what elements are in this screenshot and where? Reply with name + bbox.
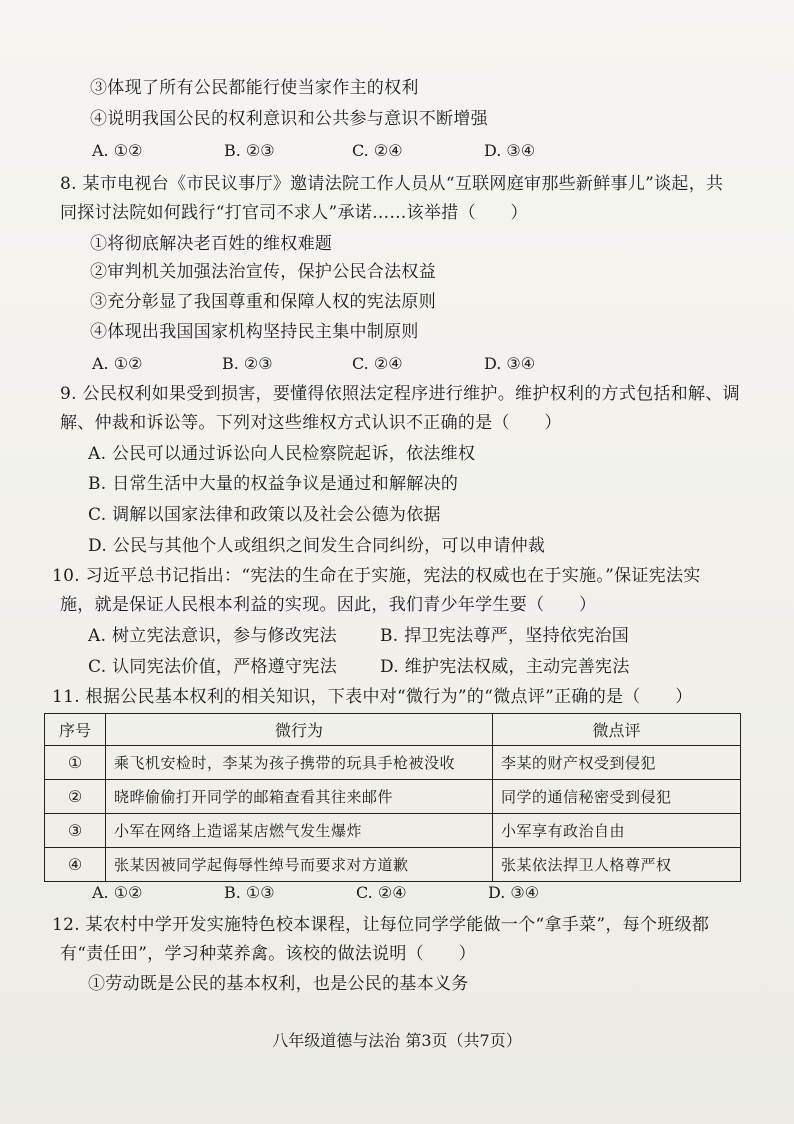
q7-statement-3: ③体现了所有公民都能行使当家作主的权利 (90, 78, 419, 98)
row-behavior: 乘飞机安检时，李某为孩子携带的玩具手枪被没收 (106, 746, 493, 780)
q12-statement-1: ①劳动既是公民的基本权利，也是公民的基本义务 (88, 974, 469, 994)
row-behavior: 晓晔偷偷打开同学的邮箱查看其往来邮件 (106, 780, 493, 814)
q7-option-b: B. ②③ (224, 141, 275, 160)
q9-option-d: D. 公民与其他个人或组织之间发生合同纠纷，可以申请仲裁 (88, 536, 546, 556)
q10-option-b: B. 捍卫宪法尊严，坚持依宪治国 (380, 626, 630, 646)
q9-option-b: B. 日常生活中大量的权益争议是通过和解解决的 (88, 474, 459, 494)
q8-option-b: B. ②③ (222, 354, 273, 373)
q11-table (44, 713, 741, 882)
q8-stem-line1: 8. 某市电视台《市民议事厅》邀请法院工作人员从“互联网庭审那些新鲜事儿”谈起，共 (60, 174, 724, 194)
q11-option-a: A. ①② (92, 883, 143, 902)
row-behavior: 小军在网络上造谣某店燃气发生爆炸 (106, 814, 493, 848)
q9-stem-line1: 9. 公民权利如果受到损害，要懂得依照法定程序进行维护。维护权利的方式包括和解、调 (60, 384, 740, 404)
q9-option-a: A. 公民可以通过诉讼向人民检察院起诉，依法维权 (88, 444, 476, 464)
q7-option-d: D. ③④ (484, 141, 536, 160)
page-footer: 八年级道德与法治 第3页（共7页） (272, 1031, 522, 1050)
table-header-row (45, 714, 741, 746)
row-behavior: 张某因被同学起侮辱性绰号而要求对方道歉 (106, 848, 493, 882)
q8-option-c: C. ②④ (352, 354, 403, 373)
q8-statement-3: ③充分彰显了我国尊重和保障人权的宪法原则 (90, 292, 436, 312)
q7-option-a: A. ①② (92, 141, 143, 160)
table-row (45, 746, 741, 780)
row-number: ② (45, 780, 106, 814)
row-comment: 同学的通信秘密受到侵犯 (493, 780, 741, 814)
q9-option-c: C. 调解以国家法律和政策以及社会公德为依据 (88, 505, 441, 525)
q8-statement-4: ④体现出我国国家机构坚持民主集中制原则 (90, 322, 419, 342)
q8-option-a: A. ①② (92, 354, 143, 373)
q11-option-b: B. ①③ (224, 883, 275, 902)
table-row (45, 848, 741, 882)
q8-option-d: D. ③④ (484, 354, 536, 373)
bleed-through-text (520, 82, 524, 98)
q8-stem-line2: 同探讨法院如何践行“打官司不求人”承诺……该举措（ ） (60, 203, 528, 223)
row-number: ④ (45, 848, 106, 882)
row-number: ③ (45, 814, 106, 848)
header-number: 序号 (45, 714, 106, 746)
q10-option-c: C. 认同宪法价值，严格遵守宪法 (88, 657, 338, 677)
header-behavior: 微行为 (106, 714, 493, 746)
table-row (45, 780, 741, 814)
row-comment: 小军享有政治自由 (493, 814, 741, 848)
q7-option-c: C. ②④ (352, 141, 403, 160)
row-comment: 李某的财产权受到侵犯 (493, 746, 741, 780)
q10-stem-line2: 施，就是保证人民根本利益的实现。因此，我们青少年学生要（ ） (60, 595, 597, 615)
q10-option-a: A. 树立宪法意识，参与修改宪法 (88, 626, 337, 646)
q9-stem-line2: 解、仲裁和诉讼等。下列对这些维权方式认识不正确的是（ ） (60, 413, 562, 433)
q11-option-d: D. ③④ (488, 883, 540, 902)
q12-stem-line1: 12. 某农村中学开发实施特色校本课程，让每位同学学能做一个“拿手菜”，每个班级都 (52, 915, 710, 935)
q11-stem: 11. 根据公民基本权利的相关知识，下表中对“微行为”的“微点评”正确的是（ ） (52, 687, 693, 707)
header-comment: 微点评 (493, 714, 741, 746)
q8-statement-2: ②审判机关加强法治宣传，保护公民合法权益 (90, 262, 436, 282)
q7-statement-4: ④说明我国公民的权利意识和公共参与意识不断增强 (90, 109, 488, 129)
q10-stem-line1: 10. 习近平总书记指出：“宪法的生命在于实施，宪法的权威也在于实施。”保证宪法实 (52, 566, 701, 586)
table-row (45, 814, 741, 848)
q11-option-c: C. ②④ (356, 883, 407, 902)
q10-option-d: D. 维护宪法权威，主动完善宪法 (380, 657, 630, 677)
q8-statement-1: ①将彻底解决老百姓的维权难题 (90, 234, 333, 254)
q12-stem-line2: 有“责任田”，学习种菜养禽。该校的做法说明（ ） (60, 944, 476, 964)
row-comment: 张某依法捍卫人格尊严权 (493, 848, 741, 882)
row-number: ① (45, 746, 106, 780)
